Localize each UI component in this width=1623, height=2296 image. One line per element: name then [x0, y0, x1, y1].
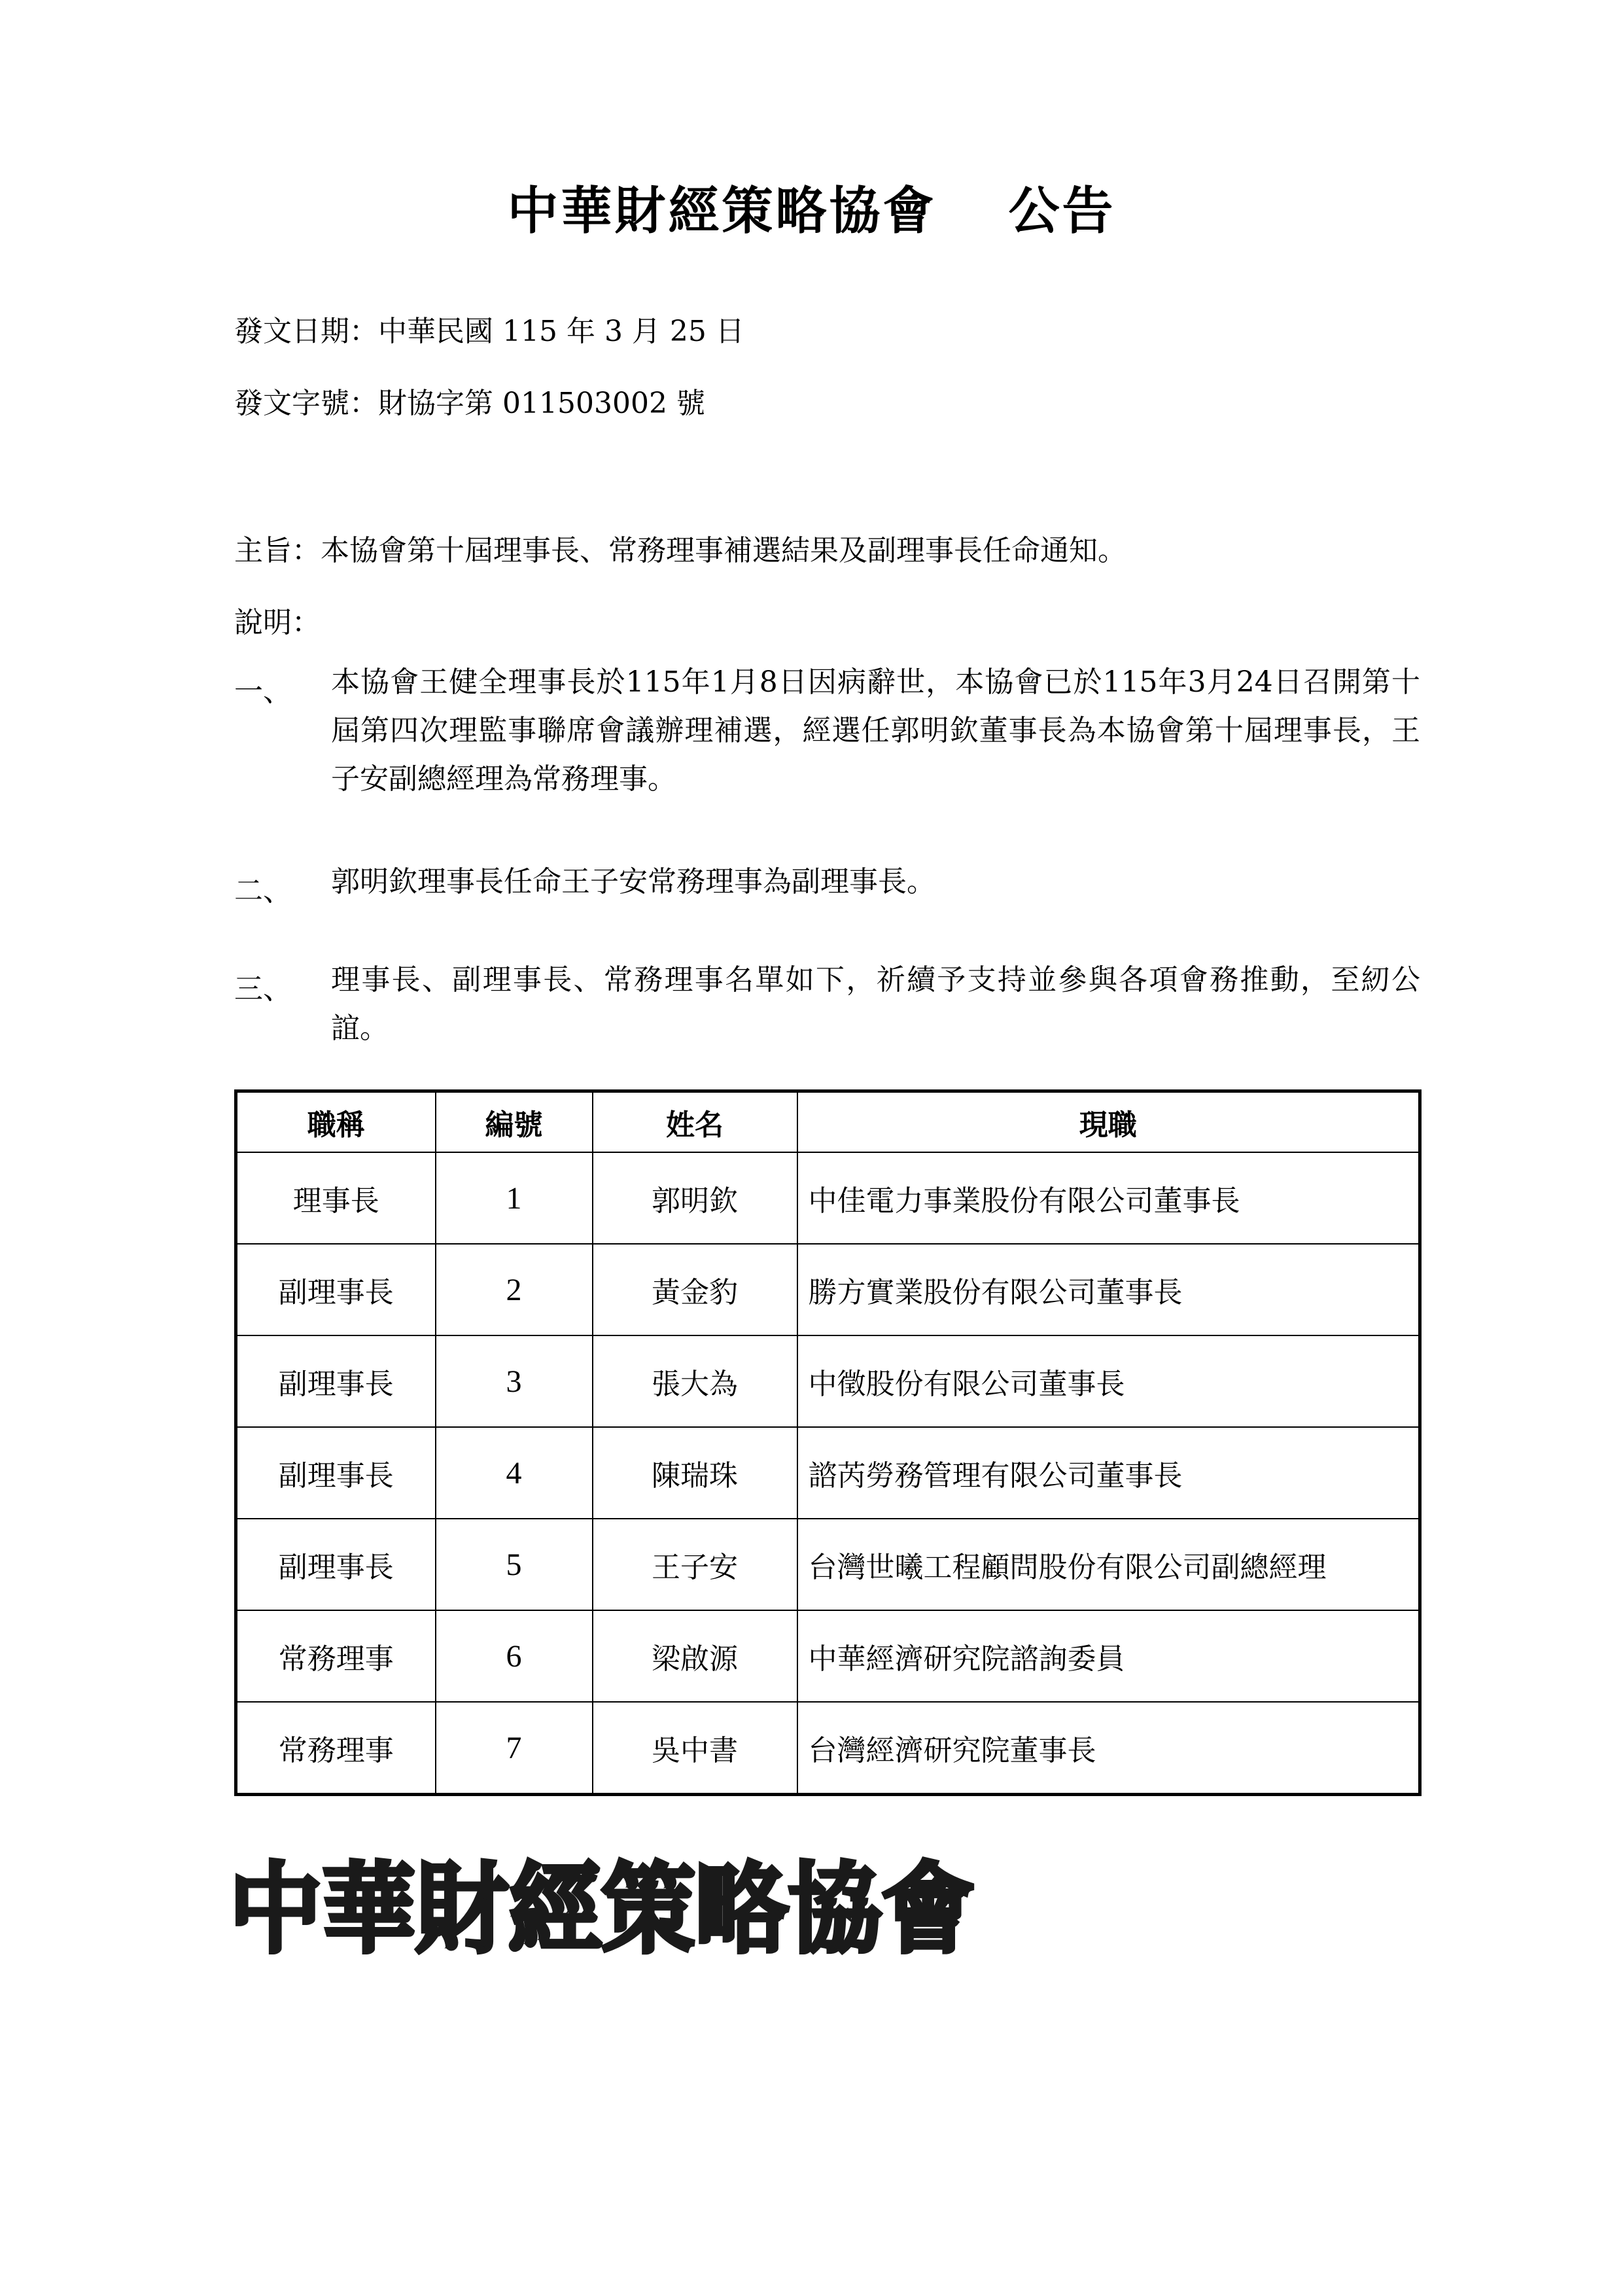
subject-text: 本協會第十屆理事長、常務理事補選結果及副理事長任命通知。	[321, 534, 1126, 567]
cell-current-position: 台灣世曦工程顧問股份有限公司副總經理	[797, 1519, 1420, 1610]
cell-title: 副理事長	[236, 1427, 436, 1519]
item-text: 本協會王健全理事長於115年1月8日因病辭世，本協會已於115年3月24日召開第十屆第四次理監事聯席會議辦理補選，經選任郭明欽董事長為本協會第十屆理事長，王子安副總經理為常務理事。	[331, 665, 1420, 796]
association-seal-graphic	[229, 1852, 981, 1963]
cell-current-position: 台灣經濟研究院董事長	[797, 1702, 1420, 1795]
officers-table-wrap	[234, 1089, 1418, 1796]
issue-date: 中華民國 115 年 3 月 25 日	[378, 315, 744, 348]
cell-name: 郭明欽	[593, 1152, 797, 1244]
cell-current-position: 中徵股份有限公司董事長	[797, 1335, 1420, 1427]
cell-title: 副理事長	[236, 1519, 436, 1610]
issue-date-line	[234, 308, 744, 349]
doc-number: 財協字第 011503002 號	[378, 387, 705, 420]
item-number: 三、	[234, 972, 292, 1006]
cell-name: 張大為	[593, 1335, 797, 1427]
item-text: 郭明欽理事長任命王子安常務理事為副理事長。	[331, 865, 935, 898]
table-row	[236, 1152, 1420, 1244]
cell-title: 常務理事	[236, 1610, 436, 1702]
cell-title: 副理事長	[236, 1244, 436, 1335]
cell-current-position: 中佳電力事業股份有限公司董事長	[797, 1152, 1420, 1244]
table-row	[236, 1610, 1420, 1702]
cell-number: 3	[436, 1335, 593, 1427]
cell-number: 4	[436, 1427, 593, 1519]
subject-label: 主旨：	[234, 534, 321, 567]
cell-name: 梁啟源	[593, 1610, 797, 1702]
cell-title: 副理事長	[236, 1335, 436, 1427]
doc-number-line	[234, 380, 705, 421]
header-title: 職稱	[236, 1091, 436, 1153]
cell-name: 吳中書	[593, 1702, 797, 1795]
cell-title: 理事長	[236, 1152, 436, 1244]
cell-name: 陳瑞珠	[593, 1427, 797, 1519]
header-name: 姓名	[593, 1091, 797, 1153]
item-text: 理事長、副理事長、常務理事名單如下，祈續予支持並參與各項會務推動，至紉公誼。	[331, 963, 1420, 1045]
cell-name: 王子安	[593, 1519, 797, 1610]
title-org: 中華財經策略協會	[507, 181, 937, 241]
cell-title: 常務理事	[236, 1702, 436, 1795]
title-type: 公告	[1008, 181, 1116, 241]
table-row	[236, 1702, 1420, 1795]
table-row	[236, 1519, 1420, 1610]
cell-current-position: 諮芮勞務管理有限公司董事長	[797, 1427, 1420, 1519]
subject-line	[234, 527, 1126, 569]
cell-number: 7	[436, 1702, 593, 1795]
table-row	[236, 1335, 1420, 1427]
issue-date-label: 發文日期：	[234, 315, 378, 348]
cell-number: 5	[436, 1519, 593, 1610]
item-number: 一、	[234, 675, 292, 708]
header-number: 編號	[436, 1091, 593, 1153]
officers-table	[234, 1089, 1422, 1796]
cell-current-position: 勝方實業股份有限公司董事長	[797, 1244, 1420, 1335]
doc-number-label: 發文字號：	[234, 387, 378, 420]
item-number: 二、	[234, 874, 292, 908]
cell-name: 黃金豹	[593, 1244, 797, 1335]
table-row	[236, 1427, 1420, 1519]
seal-text: 中華財經策略協會	[229, 1853, 975, 1963]
cell-number: 6	[436, 1610, 593, 1702]
table-header-row	[236, 1091, 1420, 1153]
table-row	[236, 1244, 1420, 1335]
cell-current-position: 中華經濟研究院諮詢委員	[797, 1610, 1420, 1702]
header-current-position: 現職	[797, 1091, 1420, 1153]
cell-number: 2	[436, 1244, 593, 1335]
cell-number: 1	[436, 1152, 593, 1244]
page-title	[0, 170, 1623, 243]
association-seal	[229, 1852, 981, 1963]
explain-label: 說明：	[234, 606, 321, 639]
